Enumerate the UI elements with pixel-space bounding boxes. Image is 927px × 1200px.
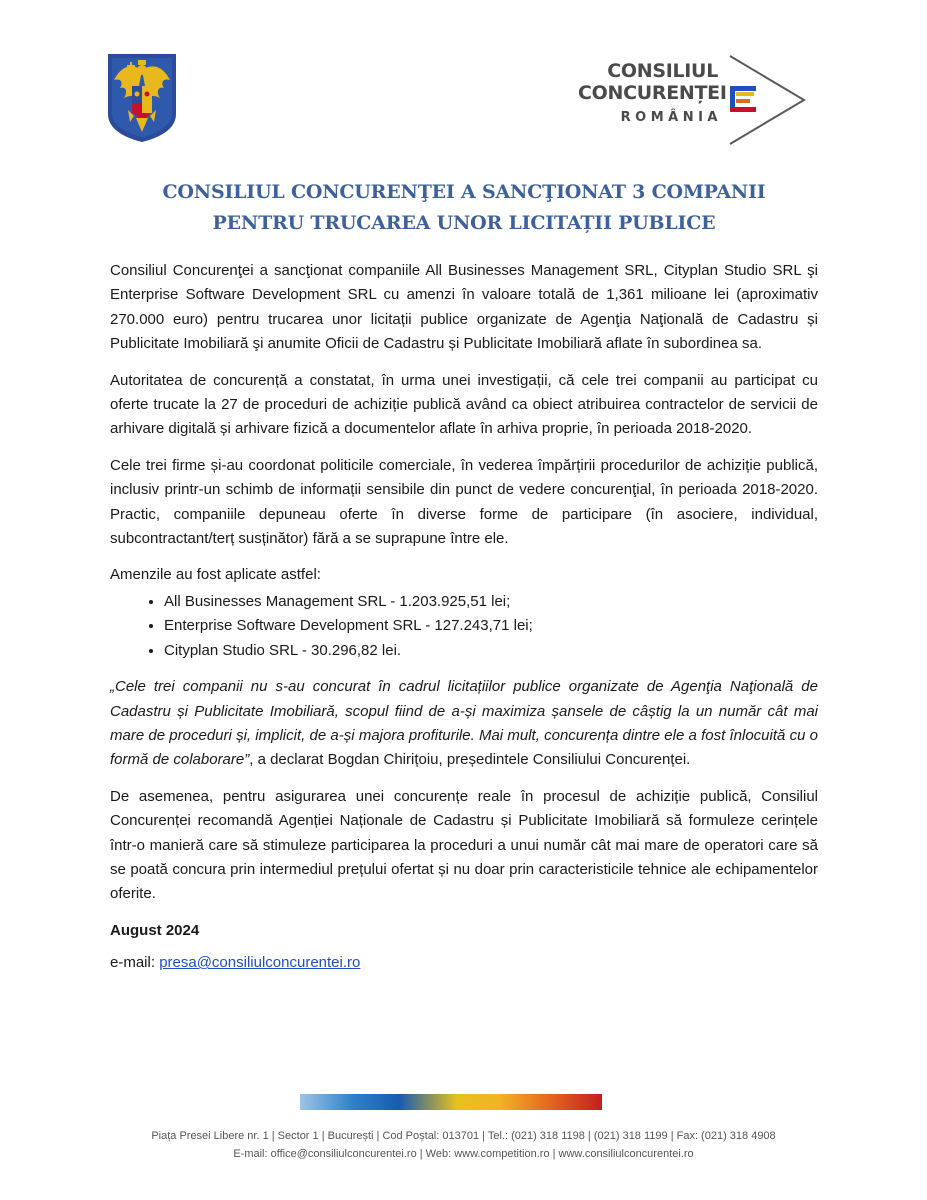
quote-attribution: , a declarat Bogdan Chirițoiu, președintele Consiliului Concurenței.	[249, 751, 691, 769]
fines-intro: Amenzile au fost aplicate astfel:	[110, 566, 321, 584]
footer-address: Piața Presei Libere nr. 1 | Sector 1 | București | Cod Poștal: 013701 | Tel.: (021) 318 1198 | (021) 318 1199 | Fax: (021) 318 4908	[151, 1130, 776, 1142]
list-item: • Cityplan Studio SRL - 30.296,82 lei.	[164, 639, 818, 663]
list-item: • Enterprise Software Development SRL - 127.243,71 lei;	[164, 614, 818, 638]
consiliul-concurentei-logo	[578, 54, 810, 146]
paragraph-1: Consiliul Concurenţei a sancţionat companiile All Businesses Management SRL, Cityplan Studio SRL şi Enterprise Software Development SRL cu amenzi în valoare totală de 1,361 milioane lei (aproximativ 270.000 euro) pentru trucarea unor licitații publice organizate de Agenţia Naţională de Cadastru și Publicitate Imobiliară şi anumite Oficii de Cadastru și Publicitate Imobiliară aflate în subordinea sa.	[110, 262, 818, 353]
play-triangle-logo-icon	[728, 54, 808, 146]
romania-coat-of-arms-icon	[106, 52, 178, 144]
list-item: • All Businesses Management SRL - 1.203.925,51 lei;	[164, 590, 818, 614]
press-release-title	[110, 177, 818, 239]
fines-list	[110, 590, 818, 663]
logo-text	[578, 60, 727, 128]
press-email-link[interactable]: presa@consiliulconcurentei.ro	[159, 954, 361, 972]
decorative-color-band	[300, 1094, 602, 1110]
contact-email-line	[110, 951, 818, 975]
paragraph-3: Cele trei firme și-au coordonat politicile comerciale, în vederea împărțirii procedurilor de achiziție publică, inclusiv printr-un schimb de informații sensibile din punct de vedere concurenţial, în perioada 2018-2020. Practic, companiile depuneau oferte în diverse forme de participare (în asociere, individual, subcontractant/terț susținător) fără a se suprapune între ele.	[110, 456, 818, 548]
email-label: e-mail:	[110, 954, 160, 972]
paragraph-2: Autoritatea de concurență a constatat, în urma unei investigații, că cele trei companii au participat cu oferte trucate la 27 de proceduri de achiziție publică având ca obiect atribuirea contractelor de servicii de arhivare digitală și arhivare fizică a documentelor aflate în arhiva proprie, în perioada 2018-2020.	[110, 371, 818, 438]
paragraph-4: De asemenea, pentru asigurarea unei concurențe reale în procesul de achiziție publică, Consiliul Concurenței recomandă Agenției Naționale de Cadastru și Publicitate Imobiliară să formuleze cerințele într-o manieră care să stimuleze participarea la proceduri a unui număr cât mai mare de operatori care să se poată concura prin intermediul prețului ofertat și nu doar prin caracteristicile tehnice ale echipamentelor oferite.	[110, 787, 818, 903]
footer-contact: E-mail: office@consiliulconcurentei.ro | Web: www.competition.ro | www.consiliulconcurentei.ro	[233, 1148, 694, 1160]
quote-text: „Cele trei companii nu s-au concurat în cadrul licitațiilor publice organizate de Agenţia Naţională de Cadastru și Publicitate Imobiliară, scopul fiind de a-și maximiza șansele de câștig la un număr cât mai mare de proceduri și, implicit, de a-și majora profiturile. Mai mult, concurența dintre ele a fost înlocuită cu o formă de colaborare”	[110, 678, 818, 769]
logo-line-3: ROMÂNIA	[620, 110, 722, 125]
logo-line-1: CONSILIUL	[607, 60, 718, 82]
title-line-1: CONSILIUL CONCURENŢEI A SANCŢIONAT 3 COMPANII	[162, 181, 766, 203]
title-line-2: PENTRU TRUCAREA UNOR LICITAȚII PUBLICE	[212, 212, 716, 234]
release-date: August 2024	[110, 921, 200, 939]
logo-line-2: CONCURENȚEI	[578, 82, 727, 104]
quote-paragraph	[110, 675, 818, 773]
press-release-body	[110, 259, 818, 976]
page-footer	[60, 1127, 867, 1163]
